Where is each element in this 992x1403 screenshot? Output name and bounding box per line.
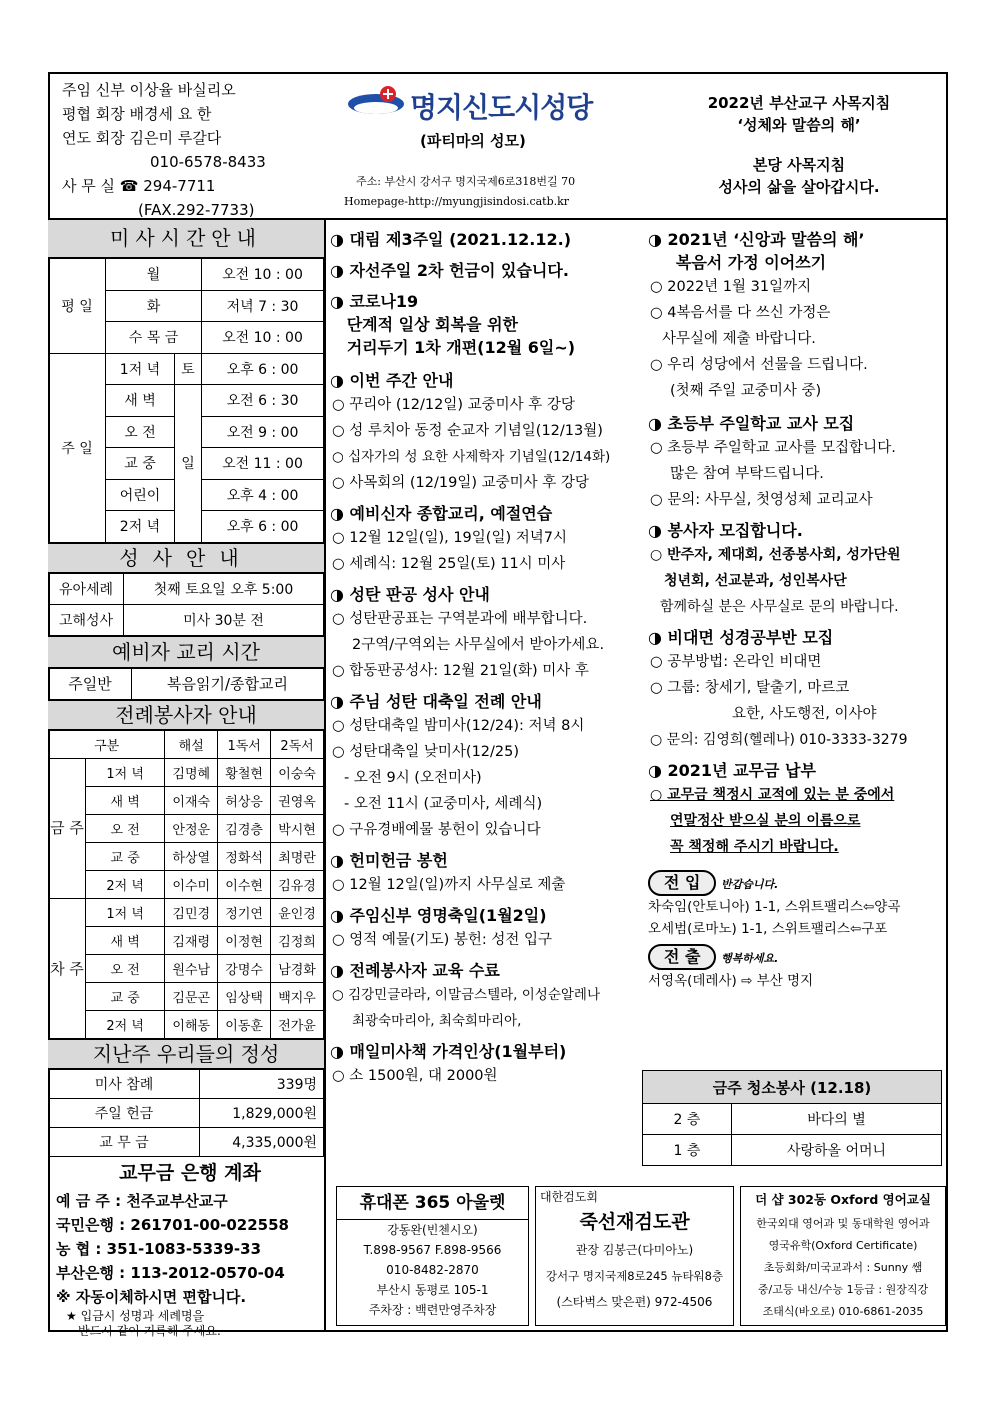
- catechism-label: 주일반: [49, 668, 132, 699]
- catechism-title: 예비자 교리 시간: [48, 636, 324, 668]
- ad-line: 초등회화/미국교과서 : Sunny 쌤: [763, 1261, 923, 1274]
- notice-heading: ◑ 주임신부 영명축일(1월2일): [330, 906, 547, 925]
- server-name: 임상택: [218, 982, 271, 1010]
- notice-item: ○ 4복음서를 다 쓰신 가정은: [650, 305, 831, 321]
- church-name: 명지신도시성당: [410, 91, 593, 124]
- policy-line-4: 성사의 삶을 살아갑시다.: [718, 178, 880, 196]
- catechism-table: [48, 668, 324, 700]
- notice-heading: ◑ 2021년 ‘신앙과 말씀의 해’ 복음서 가정 이어쓰기: [648, 230, 865, 272]
- notice-item: ○ 성탄대축일 낮미사(12/25): [332, 744, 520, 760]
- cleaning-group: 사랑하올 어머니: [732, 1135, 942, 1166]
- notice-item: ○ 2022년 1월 31일까지: [650, 279, 812, 295]
- server-name: 안정운: [165, 814, 218, 842]
- cleaning-floor: 1 층: [643, 1135, 732, 1166]
- transfer-in-item: 오세범(로마노) 1-1, 스위트팰리스⇦구포: [648, 921, 888, 937]
- mass-time: 오전 10 : 00: [202, 259, 324, 291]
- mass-time: 오전 9 : 00: [202, 416, 324, 448]
- ad-line: 강동완(빈첸시오): [387, 1223, 478, 1237]
- notice-item: ○ 성탄판공표는 구역분과에 배부합니다.: [332, 611, 588, 627]
- stewardship-title: 지난주 우리들의 정성: [48, 1039, 324, 1069]
- mass-time: 오전 6 : 30: [202, 385, 324, 417]
- sacrament-table: [48, 573, 324, 636]
- cleaning-group: 바다의 별: [732, 1104, 942, 1135]
- server-name: 이수미: [165, 870, 218, 898]
- notice-item: ○ 문의: 사무실, 첫영성체 교리교사: [650, 492, 873, 508]
- notice-item: ○ 문의: 김영희(헬레나) 010-3333-3279: [650, 732, 908, 748]
- notice-item: 많은 참여 부탁드립니다.: [670, 466, 824, 482]
- yeondo-phone: 010-6578-8433: [150, 153, 266, 171]
- bank-note-small: 반드시 같이 기록해 주세요.: [78, 1323, 221, 1338]
- server-name: 최명란: [271, 842, 324, 870]
- notice-item: (첫째 주일 교중미사 중): [670, 383, 822, 399]
- notice-item: ○ 성탄대축일 밤미사(12/24): 저녁 8시: [332, 718, 585, 734]
- transfer-out-item: 서영옥(데레사) ⇨ 부산 명지: [648, 973, 814, 989]
- notice-item: 꼭 책정해 주시기 바랍니다.: [670, 839, 839, 855]
- server-slot: 1저 녁: [86, 758, 165, 786]
- notice-item: ○ 구유경배예물 봉헌이 있습니다: [332, 822, 541, 838]
- notice-item: - 오전 9시 (오전미사): [344, 770, 482, 786]
- ad-phone-outlet: [336, 1186, 529, 1326]
- ad-line: 조태식(바오로) 010-6861-2035: [762, 1305, 924, 1318]
- server-name: 허상응: [218, 786, 271, 814]
- server-name: 이해동: [165, 1010, 218, 1038]
- ad-line: 010-8482-2870: [386, 1263, 479, 1277]
- notice-heading: ◑ 자선주일 2차 헌금이 있습니다.: [330, 261, 569, 280]
- notice-item: ○ 성 루치아 동정 순교자 기념일(12/13월): [332, 423, 603, 439]
- ad-line: 강서구 명지국제8로245 뉴타워8층: [545, 1269, 724, 1283]
- server-name: 정화석: [218, 842, 271, 870]
- mass-day: 수 목 금: [106, 322, 202, 354]
- sacrament-value: 첫째 토요일 오후 5:00: [124, 573, 324, 604]
- ad-kendo: [535, 1186, 734, 1326]
- notice-item: ○ 영적 예물(기도) 봉헌: 성전 입구: [332, 932, 552, 948]
- policy-line-3: 본당 사목지침: [752, 156, 846, 174]
- servers-table: [48, 730, 324, 1039]
- notice-item: ○ 초등부 주일학교 교사를 모집합니다.: [650, 440, 896, 456]
- stewardship-value: 1,829,000원: [200, 1098, 324, 1127]
- server-slot: 1저 녁: [86, 898, 165, 926]
- notice-heading: ◑ 주님 성탄 대축일 전례 안내: [330, 692, 542, 711]
- server-name: 남경화: [271, 954, 324, 982]
- ad-line: (스타벅스 맞은편) 972-4506: [556, 1295, 713, 1309]
- ad-line: T.898-9567 F.898-9566: [363, 1243, 502, 1257]
- stewardship-label: 주일 헌금: [49, 1098, 200, 1127]
- bank-line: 국민은행 : 261701-00-022558: [56, 1215, 289, 1234]
- next-week-label: 차 주: [49, 898, 86, 1038]
- mass-slot: 새 벽: [106, 385, 175, 417]
- mass-day: 화: [106, 290, 202, 322]
- server-name: 백지우: [271, 982, 324, 1010]
- notice-item: ○ 교무금 책정시 교적에 있는 분 중에서: [650, 787, 895, 803]
- notice-item: 2구역/구역외는 사무실에서 받아가세요.: [352, 637, 605, 653]
- server-name: 김민경: [165, 898, 218, 926]
- server-slot: 새 벽: [86, 926, 165, 954]
- bank-accounts: [48, 1157, 324, 1339]
- stewardship-value: 339명: [200, 1069, 324, 1098]
- office-phone: 사 무 실 ☎ 294-7711: [62, 177, 216, 195]
- server-slot: 2저 녁: [86, 1010, 165, 1038]
- ad-line: 관장 김봉근(다미아노): [575, 1243, 694, 1257]
- saturday-label: 토: [175, 353, 202, 385]
- address-block: [344, 172, 575, 212]
- server-name: 김정희: [271, 926, 324, 954]
- cleaning-duty: [642, 1070, 942, 1166]
- sacrament-value: 미사 30분 전: [124, 604, 324, 635]
- yeondo-president: 연도 회장 김은미 루갈다: [62, 129, 222, 147]
- church-logo-icon: [346, 84, 406, 124]
- notice-item: 최광숙마리아, 최숙희마리아,: [352, 1013, 522, 1029]
- notice-item: ○ 반주자, 제대회, 선종봉사회, 성가단원: [650, 547, 901, 563]
- sacrament-label: 유아세례: [49, 573, 124, 604]
- transfer-out: [648, 944, 946, 992]
- ad-title: 더 샵 302동 Oxford 영어교실: [755, 1192, 931, 1207]
- mass-slot: 어린이: [106, 479, 175, 511]
- church-subtitle: (파티마의 성모): [420, 132, 526, 150]
- notice-item: ○ 소 1500원, 대 2000원: [332, 1068, 498, 1084]
- bank-title: 교무금 은행 계좌: [119, 1161, 261, 1184]
- notice-item: ○ 우리 성당에서 선물을 드립니다.: [650, 357, 868, 373]
- server-name: 김재령: [165, 926, 218, 954]
- left-column: [48, 220, 326, 1338]
- servers-head: 2독서: [271, 730, 324, 758]
- server-name: 정기연: [218, 898, 271, 926]
- bank-note: ※ 자동이체하시면 편합니다.: [56, 1287, 247, 1306]
- transfer-in-item: 차숙임(안토니아) 1-1, 스위트팰리스⇦양곡: [648, 899, 901, 915]
- transfer-out-badge: 전 출: [648, 944, 716, 970]
- mass-slot: 1저 녁: [106, 353, 175, 385]
- stewardship-table: [48, 1069, 324, 1157]
- server-slot: 새 벽: [86, 786, 165, 814]
- weekday-label: 평 일: [49, 259, 106, 354]
- council-president: 평협 회장 배경세 요 한: [62, 105, 212, 123]
- server-name: 김경층: [218, 814, 271, 842]
- server-slot: 교 중: [86, 842, 165, 870]
- stewardship-value: 4,335,000원: [200, 1127, 324, 1156]
- ad-english: [740, 1186, 946, 1326]
- server-name: 이수현: [218, 870, 271, 898]
- servers-title: 전례봉사자 안내: [48, 700, 324, 730]
- notice-item: ○ 12월 12일(일)까지 사무실로 제출: [332, 877, 566, 893]
- bank-note-small: ★ 입금시 성명과 세례명을: [66, 1308, 205, 1323]
- notice-item: 요한, 사도행전, 이사야: [732, 706, 877, 722]
- server-name: 이숭숙: [271, 758, 324, 786]
- notice-item: ○ 사목회의 (12/19일) 교중미사 후 강당: [332, 475, 589, 491]
- notice-item: ○ 합동판공성사: 12월 21일(화) 미사 후: [332, 663, 589, 679]
- notice-item: 함께하실 분은 사무실로 문의 바랍니다.: [660, 599, 899, 615]
- sacrament-title: 성사안내: [48, 543, 324, 573]
- server-slot: 오 전: [86, 814, 165, 842]
- policy-line-1: 2022년 부산교구 사목지침: [707, 94, 891, 112]
- notice-heading: ◑ 초등부 주일학교 교사 모집: [648, 414, 855, 433]
- servers-head: 해설: [165, 730, 218, 758]
- server-name: 원수남: [165, 954, 218, 982]
- notice-item: ○ 그룹: 창세기, 탈출기, 마르코: [650, 680, 850, 696]
- bank-line: 예 금 주 : 천주교부산교구: [56, 1191, 228, 1210]
- notice-heading: ◑ 헌미헌금 봉헌: [330, 851, 448, 870]
- notice-item: ○ 김강민글라라, 이말금스텔라, 이성순알레나: [332, 987, 600, 1003]
- ad-title: 죽선재검도관: [579, 1211, 690, 1233]
- sunday-label: 주 일: [49, 353, 106, 542]
- mass-time: 오후 6 : 00: [202, 511, 324, 543]
- server-name: 박시현: [271, 814, 324, 842]
- notice-item: ○ 12월 12일(일), 19일(일) 저녁7시: [332, 530, 567, 546]
- transfer-in: [648, 870, 946, 940]
- notice-heading: ◑ 전례봉사자 교육 수료: [330, 961, 500, 980]
- server-name: 이동훈: [218, 1010, 271, 1038]
- notice-heading: ◑ 2021년 교무금 납부: [648, 761, 816, 780]
- notice-heading: ◑ 성탄 판공 성사 안내: [330, 585, 490, 604]
- notice-heading: ◑ 비대면 성경공부반 모집: [648, 628, 834, 647]
- mass-time: 오전 10 : 00: [202, 322, 324, 354]
- cleaning-floor: 2 층: [643, 1104, 732, 1135]
- transfer-in-badge: 전 입: [648, 870, 716, 896]
- notice-item: ○ 공부방법: 온라인 비대면: [650, 654, 822, 670]
- ad-line: 주차장 : 백련만영주차장: [368, 1303, 497, 1317]
- server-name: 황철현: [218, 758, 271, 786]
- office-fax: (FAX.292-7733): [138, 201, 255, 219]
- transfer-out-greeting: 행복하세요.: [720, 952, 779, 965]
- mass-slot: 교 중: [106, 448, 175, 480]
- ad-line: 중/고등 내신/수능 1등급 : 원장직강: [757, 1283, 929, 1296]
- ad-kendo-association: 대한검도회: [540, 1190, 598, 1204]
- pastor-name: 주임 신부 이상율 바실리오: [62, 81, 236, 99]
- server-name: 김명혜: [165, 758, 218, 786]
- mass-slot: 2저 녁: [106, 511, 175, 543]
- stewardship-label: 교 무 금: [49, 1127, 200, 1156]
- server-name: 김유경: [271, 870, 324, 898]
- notice-item: ○ 십자가의 성 요한 사제학자 기념일(12/14화): [332, 449, 611, 465]
- catechism-value: 복음읽기/종합교리: [132, 668, 324, 699]
- mass-time: 오후 4 : 00: [202, 479, 324, 511]
- mass-title: 미사시간안내: [48, 220, 324, 258]
- notice-item: 사무실에 제출 바랍니다.: [662, 331, 816, 347]
- server-name: 권영옥: [271, 786, 324, 814]
- mass-time: 저녁 7 : 30: [202, 290, 324, 322]
- server-name: 전가윤: [271, 1010, 324, 1038]
- mass-schedule-table: [48, 258, 324, 543]
- mass-day: 월: [106, 259, 202, 291]
- sunday-day-label: 일: [175, 385, 202, 543]
- mass-time: 오후 6 : 00: [202, 353, 324, 385]
- notice-item: 청년회, 선교분과, 성인복사단: [664, 573, 847, 589]
- mass-slot: 오 전: [106, 416, 175, 448]
- ad-title: 휴대폰 365 아울렛: [337, 1187, 528, 1220]
- server-name: 김문곤: [165, 982, 218, 1010]
- cleaning-title: 금주 청소봉사 (12.18): [643, 1071, 942, 1104]
- bank-line: 부산은행 : 113-2012-0570-04: [56, 1263, 285, 1282]
- stewardship-label: 미사 참례: [49, 1069, 200, 1098]
- staff-info: [62, 78, 266, 222]
- notice-heading: ◑ 대림 제3주일 (2021.12.12.): [330, 230, 572, 249]
- notice-heading: ◑ 봉사자 모집합니다.: [648, 521, 803, 540]
- notice-item: 연말정산 받으실 분의 이름으로: [670, 813, 861, 829]
- cleaning-table: [642, 1070, 942, 1166]
- policy-line-2: ‘성체와 말씀의 해’: [737, 116, 861, 134]
- server-name: 이정현: [218, 926, 271, 954]
- right-column: [648, 228, 946, 992]
- server-name: 이재숙: [165, 786, 218, 814]
- pastoral-policy: [664, 92, 934, 198]
- ad-line: 부산시 동평로 105-1: [376, 1283, 489, 1297]
- address: 주소: 부산시 강서구 명지국제6로318번길 70: [356, 175, 576, 188]
- notice-heading: ◑ 이번 주간 안내: [330, 371, 454, 390]
- ad-line: 한국외대 영어과 및 동대학원 영어과: [756, 1217, 930, 1230]
- notice-item: ○ 세례식: 12월 25일(토) 11시 미사: [332, 556, 566, 572]
- ad-line: 영국유학(Oxford Certificate): [768, 1239, 918, 1252]
- server-name: 강명수: [218, 954, 271, 982]
- notice-item: ○ 꾸리아 (12/12일) 교중미사 후 강당: [332, 397, 575, 413]
- notice-heading: ◑ 예비신자 종합교리, 예절연습: [330, 504, 553, 523]
- server-name: 윤인경: [271, 898, 324, 926]
- servers-head: 구분: [49, 730, 165, 758]
- notice-heading: ◑ 매일미사책 가격인상(1월부터): [330, 1042, 567, 1061]
- notice-item: - 오전 11시 (교중미사, 세례식): [344, 796, 543, 812]
- homepage-link[interactable]: Homepage-http://myungjisindosi.catb.kr: [344, 195, 570, 208]
- notice-heading: ◑ 코로나19 단계적 일상 회복을 위한 거리두기 1차 개편(12월 6일~): [330, 292, 576, 357]
- server-slot: 교 중: [86, 982, 165, 1010]
- transfer-in-greeting: 반갑습니다.: [720, 878, 779, 891]
- mass-time: 오전 11 : 00: [202, 448, 324, 480]
- this-week-label: 금 주: [49, 758, 86, 898]
- middle-column: [330, 228, 642, 1089]
- servers-head: 1독서: [218, 730, 271, 758]
- server-slot: 오 전: [86, 954, 165, 982]
- bank-line: 농 협 : 351-1083-5339-33: [56, 1239, 262, 1258]
- server-name: 하상열: [165, 842, 218, 870]
- server-slot: 2저 녁: [86, 870, 165, 898]
- sacrament-label: 고해성사: [49, 604, 124, 635]
- header: [48, 72, 948, 220]
